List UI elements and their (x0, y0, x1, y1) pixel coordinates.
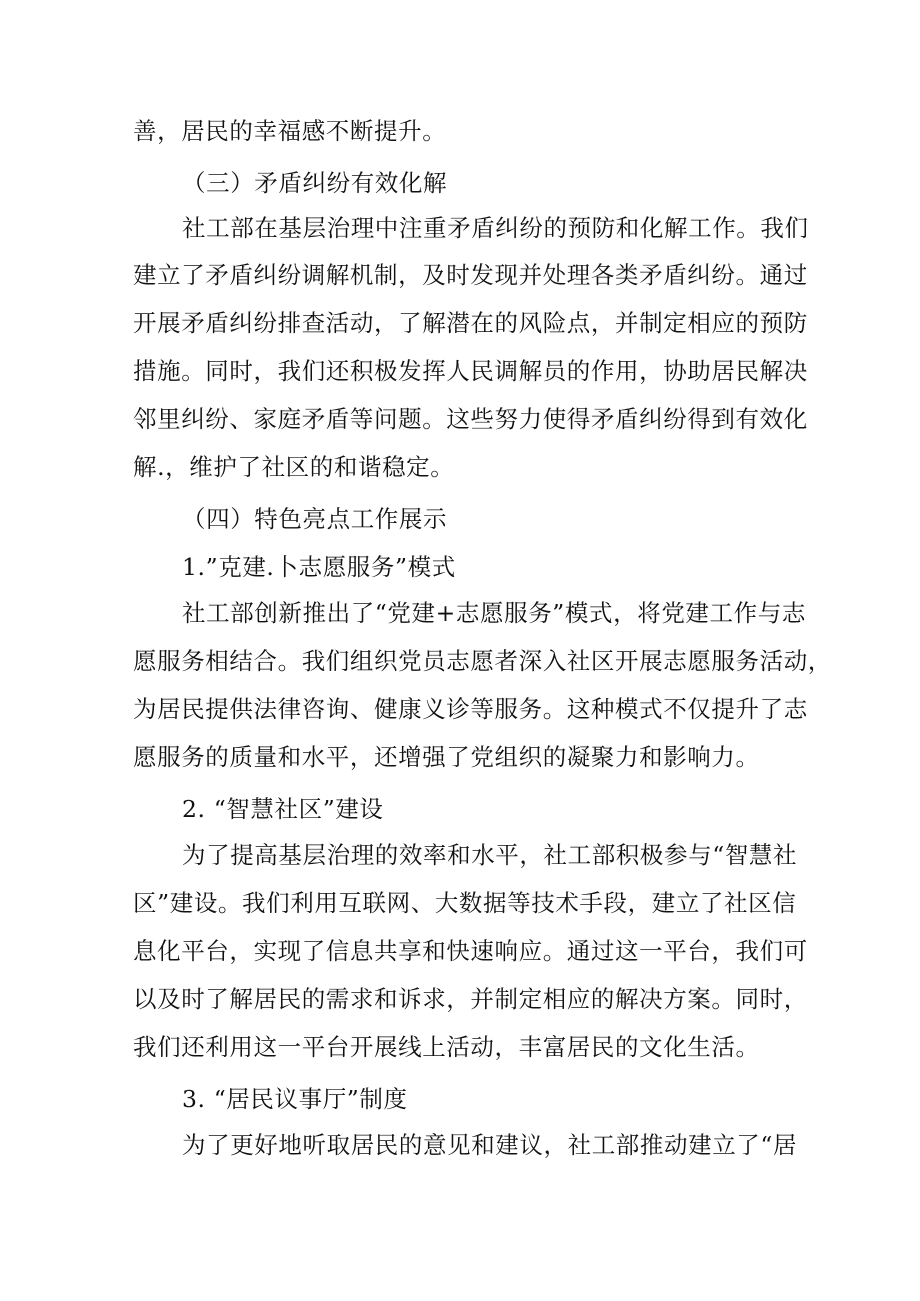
section-heading-3: （三）矛盾纠纷有效化解 (182, 169, 448, 197)
body-text-line: 愿服务的质量和水平，还增强了党组织的凝聚力和影响力。 (133, 743, 760, 771)
body-text-line: 息化平台，实现了信息共享和快速响应。通过这一平台，我们可 (133, 937, 808, 965)
body-text-line: 善，居民的幸福感不断提升。 (133, 117, 447, 145)
body-text-line: 区”建设。我们利用互联网、大数据等技术手段，建立了社区信 (133, 889, 797, 917)
body-text-line: 社工部在基层治理中注重矛盾纠纷的预防和化解工作。我们 (182, 214, 809, 242)
body-text-line: 建立了矛盾纠纷调解机制，及时发现并处理各类矛盾纠纷。通过 (133, 261, 808, 289)
body-text-line: 措施。同时，我们还积极发挥人民调解员的作用，协助居民解决 (133, 357, 808, 385)
body-text-line: 开展矛盾纠纷排查活动，了解潜在的风险点，并制定相应的预防 (133, 309, 808, 337)
body-text-line: 我们还利用这一平台开展线上活动，丰富居民的文化生活。 (133, 1033, 760, 1061)
subsection-heading-2: 2. “智慧社区”建设 (182, 795, 384, 823)
body-text-line: 愿服务相结合。我们组织党员志愿者深入社区开展志愿服务活动， (133, 647, 832, 675)
body-text-line: 解.，维护了社区的和谐稳定。 (133, 453, 455, 481)
body-text-line: 为了提高基层治理的效率和水平，社工部积极参与“智慧社 (182, 841, 798, 869)
body-text-line: 社工部创新推出了“党建+志愿服务”模式，将党建工作与志 (182, 599, 806, 627)
subsection-heading-1: 1.”克建.卜志愿服务”模式 (182, 553, 456, 581)
body-text-line: 以及时了解居民的需求和诉求，并制定相应的解决方案。同时， (133, 985, 808, 1013)
body-text-line: 邻里纠纷、家庭矛盾等问题。这些努力使得矛盾纠纷得到有效化 (133, 405, 808, 433)
body-text-line: 为了更好地听取居民的意见和建议，社工部推动建立了“居 (182, 1131, 798, 1159)
section-heading-4: （四）特色亮点工作展示 (182, 505, 448, 533)
subsection-heading-3: 3. “居民议事厅”制度 (182, 1085, 408, 1113)
body-text-line: 为居民提供法律咨询、健康义诊等服务。这种模式不仅提升了志 (133, 695, 808, 723)
